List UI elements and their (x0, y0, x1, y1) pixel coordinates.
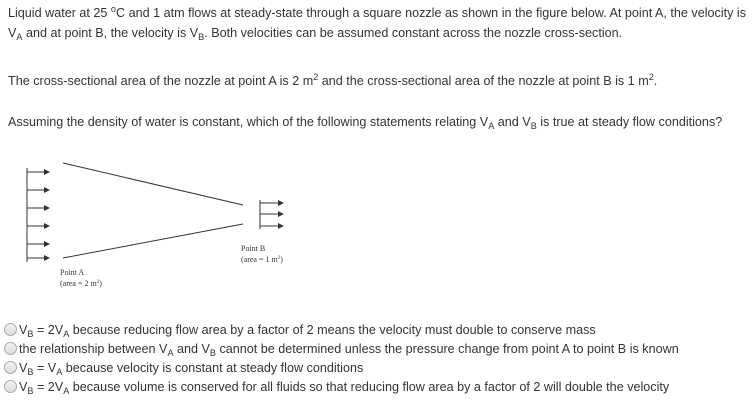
answer-option-label: the relationship between $V_A$ and $V_B$ cannot be determined unless the pressure change from point A to point B is known (19, 341, 679, 358)
radio-button[interactable] (4, 342, 17, 355)
point-a-title: Point A (60, 268, 85, 277)
nozzle-top-wall (63, 163, 243, 205)
question-paragraph-2: The cross-sectional area of the nozzle at point A is 2 $m^2$ and the cross-sectional area of the nozzle at point B is 1 $m^2$. (8, 72, 658, 88)
nozzle-bottom-wall (63, 224, 243, 258)
answer-option-label: $V_B = 2V_A$ because volume is conserved for all fluids so that reducing flow area by a factor of 2 will double the velocity (19, 379, 670, 396)
outlet-arrows (260, 200, 283, 229)
answer-option-1[interactable] (4, 320, 679, 339)
answer-options (4, 320, 679, 396)
answer-option-4[interactable] (4, 377, 679, 396)
point-b-title: Point B (241, 244, 266, 253)
answer-option-3[interactable] (4, 358, 679, 377)
point-a-area: (area = 2 $m^2$) (60, 279, 102, 288)
radio-button[interactable] (4, 361, 17, 374)
radio-button[interactable] (4, 323, 17, 336)
inlet-arrows (27, 168, 49, 262)
nozzle-walls (63, 163, 243, 258)
point-b-area: (area = 1 $m^2$) (241, 255, 283, 264)
question-paragraph-3: Assuming the density of water is constant, which of the following statements relating $V_A$ and $V_B$ is true at steady flow conditions? (8, 115, 723, 132)
radio-button[interactable] (4, 380, 17, 393)
question-paragraph-1: Liquid water at 25 $^o$C and 1 atm flows at steady-state through a square nozzle as shown in the figure below. At point A, the velocity is $V_A$ and at point B, the velocity is $V_B$. Both velocities can be assumed constant across the nozzle cross-section. (8, 4, 747, 43)
answer-option-label: $V_B = 2V_A$ because reducing flow area by a factor of 2 means the velocity must double to conserve mass (19, 322, 596, 339)
answer-option-label: $V_B = V_A$ because velocity is constant at steady flow conditions (19, 360, 364, 377)
answer-option-2[interactable] (4, 339, 679, 358)
